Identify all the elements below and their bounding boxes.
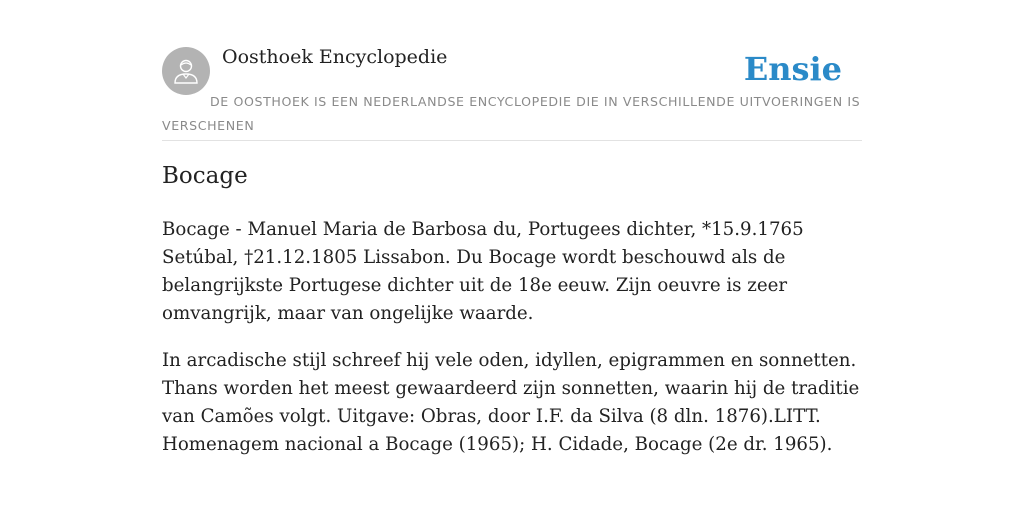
article-paragraph: Bocage - Manuel Maria de Barbosa du, Portugees dichter, *15.9.1765 Setúbal, †21.12.1805 Lissabon. Du Bocage wordt beschouwd als de belangrijkste Portugese dichter uit de 18e eeuw. Zijn oeuvre is zeer omvangrijk, maar van ongelijke waarde. bbox=[162, 219, 804, 324]
article-paragraph: In arcadische stijl schreef hij vele oden, idyllen, epigrammen en sonnetten. Thans worden het meest gewaardeerd zijn sonnetten, waarin hij de traditie van Camões volgt. Uitgave: Obras, door I.F. da Silva (8 dln. 1876).LITT. Homenagem nacional a Bocage (1965); H. Cidade, Bocage (2e dr. 1965). bbox=[162, 350, 860, 455]
site-header bbox=[162, 0, 862, 141]
site-name-link[interactable]: Oosthoek Encyclopedie bbox=[222, 46, 448, 68]
page-container bbox=[162, 0, 862, 455]
user-icon bbox=[172, 56, 200, 86]
article-title: Bocage bbox=[162, 163, 248, 189]
avatar[interactable] bbox=[162, 47, 210, 95]
brand-logo[interactable]: Ensie bbox=[743, 50, 842, 88]
site-tagline: DE OOSTHOEK IS EEN NEDERLANDSE ENCYCLOPEDIE DIE IN VERSCHILLENDE UITVOERINGEN IS VERSCHENEN bbox=[162, 94, 861, 133]
